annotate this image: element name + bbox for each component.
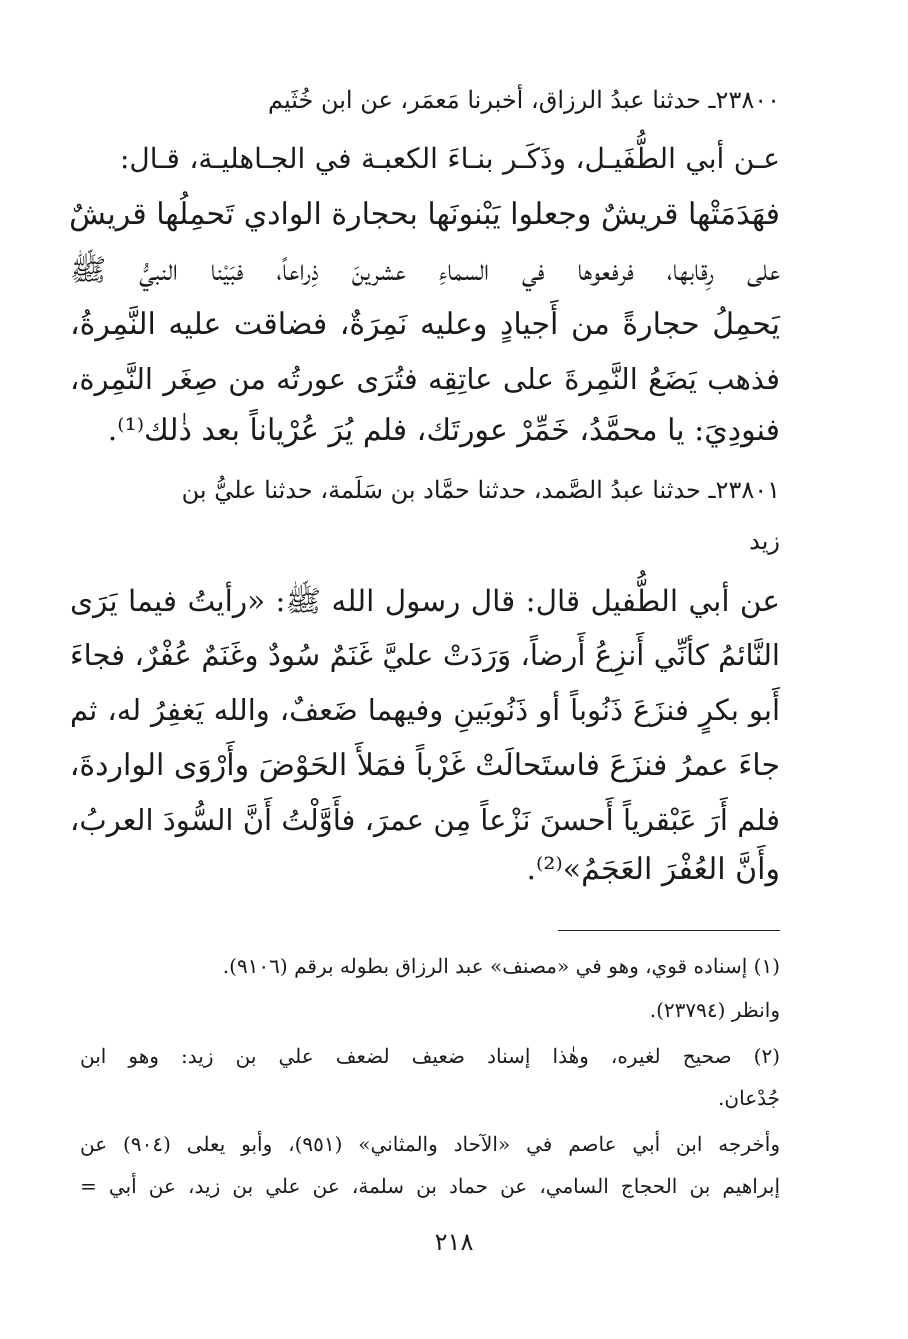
footnote-3-line-2: إبراهيم بن الحجاج السامي، عن حماد بن سلمة، عن علي بن زيد، عن أبي = bbox=[80, 1174, 780, 1198]
hadith-23801-line-2: النَّائمُ كأنِّي أَنزِعُ أَرضاً، وَرَدَتْ عليَّ غَنَمٌ سُودٌ وغَنَمٌ عُفْرٌ، فجاءَ bbox=[70, 638, 780, 672]
page-number: ٢١٨ bbox=[434, 1228, 474, 1256]
hadith-23801-line-1: عن أبي الطُّفيل قال: قال رسول الله ﷺ: «رأيتُ فيما يَرَى bbox=[70, 584, 780, 618]
hadith-23800-line-3: على رِقابها، فرفعوها في السماءِ عشرينَ ذِراعاً، فبَيْنا النبيُّ ﷺ bbox=[70, 253, 780, 288]
hadith-23801-line-5: فلم أَرَ عَبْقرياً أَحسنَ نَزْعاً مِن عمرَ، فأَوَّلْتُ أَنَّ السُّودَ العربُ، bbox=[70, 803, 780, 837]
hadith-23800-line-2: فهَدَمَتْها قريشٌ وجعلوا يَبْنونَها بحجارة الوادي تَحمِلُها قريشٌ bbox=[69, 197, 780, 232]
footnote-1-line-2: وانظر (٢٣٧٩٤). bbox=[649, 998, 780, 1022]
footnote-2-line-1: (٢) صحيح لغيره، وهٰذا إسناد ضعيف لضعف علي بن زيد: وهو ابن bbox=[80, 1044, 780, 1068]
footnote-1-line-1: (١) إسناده قوي، وهو في «مصنف» عبد الرزاق بطوله برقم (٩١٠٦). bbox=[222, 954, 780, 978]
hadith-23801-header-line-1: ٢٣٨٠١ـ حدثنا عبدُ الصَّمد، حدثنا حمَّاد بن سَلَمة، حدثنا عليُّ بن bbox=[181, 476, 780, 504]
footnote-divider bbox=[558, 930, 780, 931]
hadith-23800-line-1: عـن أبي الطُّفَيـل، وذَكَـر بنـاءَ الكعبـة في الجـاهليـة، قـال: bbox=[120, 142, 780, 175]
hadith-23801-line-4: جاءَ عمرُ فنزَعَ فاستَحالَتْ غَرْباً فمَلأَ الحَوْضَ وأَرْوَى الواردةَ، bbox=[69, 748, 780, 783]
hadith-23800-header: ٢٣٨٠٠ـ حدثنا عبدُ الرزاق، أخبرنا مَعمَر، عن ابن خُثَيم bbox=[268, 86, 780, 114]
footnote-3-line-1: وأخرجه ابن أبي عاصم في «الآحاد والمثاني» (٩٥١)، وأبو يعلى (٩٠٤) عن bbox=[80, 1132, 780, 1156]
hadith-23801-header-line-2: زيد bbox=[749, 527, 780, 555]
hadith-23801-line-6: وأَنَّ العُفْرَ العَجَمُ»⁽²⁾. bbox=[526, 852, 780, 887]
hadith-23800-line-6: فنودِيَ: يا محمَّدُ، خَمِّرْ عورتَك، فلم يُرَ عُرْياناً بعد ذٰلك⁽¹⁾. bbox=[107, 413, 780, 448]
hadith-23800-line-4: يَحمِلُ حجارةً من أَجيادٍ وعليه نَمِرَةٌ، فضاقت عليه النَّمِرةُ، bbox=[70, 307, 780, 342]
hadith-23801-line-3: أَبو بكرٍ فنزَعَ ذَنُوباً أو ذَنُوبَينِ وفيهما ضَعفٌ، والله يَغفِرُ له، ثم bbox=[70, 693, 780, 727]
footnote-2-line-2: جُدْعان. bbox=[718, 1086, 780, 1110]
hadith-23800-line-5: فذهب يَضَعُ النَّمِرةَ على عاتِقِه فتُرَى عورتُه من صِغَر النَّمِرة، bbox=[70, 362, 780, 396]
